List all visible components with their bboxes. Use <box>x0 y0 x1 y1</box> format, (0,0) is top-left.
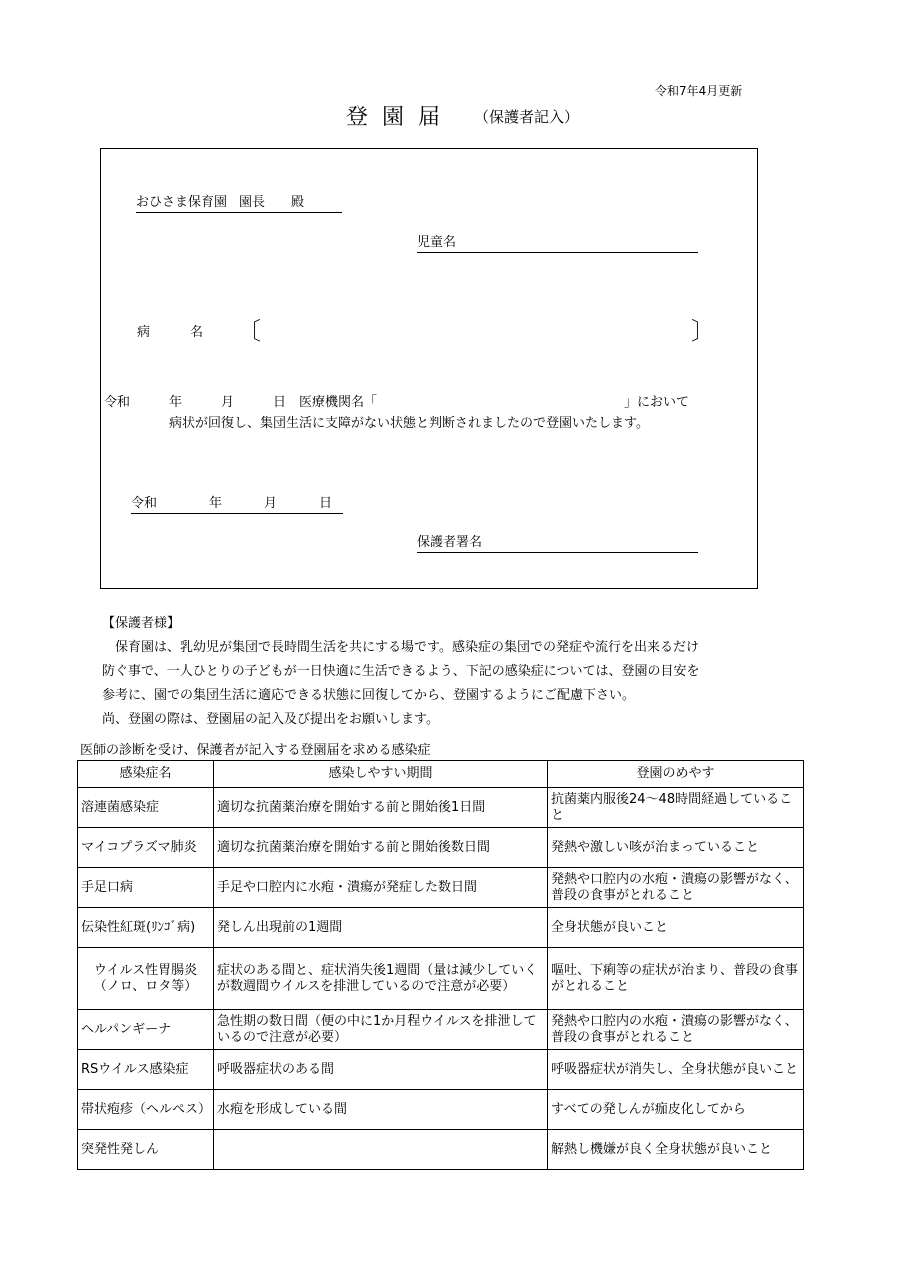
notice-line: 保育園は、乳幼児が集団で長時間生活を共にする場です。感染症の集団での発症や流行を出来るだけ <box>102 640 699 655</box>
addressee <box>136 191 342 213</box>
table-row <box>78 1130 804 1170</box>
return-guideline: 嘔吐、下痢等の症状が治まり、普段の食事がとれること <box>548 948 804 1010</box>
guardian-notice <box>102 612 802 732</box>
return-guideline: 全身状態が良いこと <box>548 908 804 948</box>
notice-line: 尚、登園の際は、登園届の記入及び提出をお願いします。 <box>102 712 439 727</box>
return-guideline: 発熱や口腔内の水疱・潰瘍の影響がなく、普段の食事がとれること <box>548 1010 804 1050</box>
child-name-field[interactable] <box>417 231 698 253</box>
disease-name: 帯状疱疹（ヘルペス） <box>78 1090 214 1130</box>
notice-line: 参考に、園での集団生活に適応できる状態に回復してから、登園するようにご配慮下さい。 <box>102 688 636 703</box>
infectious-disease-table <box>77 760 804 1170</box>
return-guideline: 抗菌薬内服後24～48時間経過していること <box>548 788 804 828</box>
disease-bracket-open: 〔 <box>237 317 261 345</box>
table-row <box>78 948 804 1010</box>
column-header: 感染しやすい期間 <box>214 761 548 788</box>
disease-name: ヘルパンギーナ <box>78 1010 214 1050</box>
table-row <box>78 788 804 828</box>
infection-period: 適切な抗菌薬治療を開始する前と開始後数日間 <box>214 828 548 868</box>
table-row <box>78 1090 804 1130</box>
infection-period <box>214 1130 548 1170</box>
return-guideline: 発熱や激しい咳が治まっていること <box>548 828 804 868</box>
infection-period: 急性期の数日間（便の中に1か月程ウイルスを排泄しているので注意が必要） <box>214 1010 548 1050</box>
table-header-row <box>78 761 804 788</box>
submission-date-field[interactable]: 令和 年 月 日 <box>131 492 343 514</box>
guardian-signature-field[interactable] <box>417 531 698 553</box>
infection-period: 発しん出現前の1週間 <box>214 908 548 948</box>
return-guideline: すべての発しんが痂皮化してから <box>548 1090 804 1130</box>
infection-period: 呼吸器症状のある間 <box>214 1050 548 1090</box>
page-subtitle: （保護者記入） <box>474 108 580 126</box>
return-guideline: 解熱し機嫌が良く全身状態が良いこと <box>548 1130 804 1170</box>
disease-bracket-close: 〕 <box>691 317 715 345</box>
disease-name: 手足口病 <box>78 868 214 908</box>
disease-name: ウイルス性胃腸炎（ノロ、ロタ等） <box>78 948 214 1010</box>
return-guideline: 呼吸器症状が消失し、全身状態が良いこと <box>548 1050 804 1090</box>
notice-heading: 【保護者様】 <box>102 616 181 631</box>
update-note: 令和7年4月更新 <box>655 84 743 98</box>
infection-period: 水疱を形成している間 <box>214 1090 548 1130</box>
diagnosis-date-line: 令和 年 月 日 医療機関名「 」において <box>104 395 690 410</box>
infection-period: 症状のある間と、症状消失後1週間（量は減少していくが数週間ウイルスを排泄しているので注意が必要） <box>214 948 548 1010</box>
table-row <box>78 828 804 868</box>
addressee-principal: 園長 <box>239 195 266 210</box>
infection-period: 手足や口腔内に水疱・潰瘍が発症した数日間 <box>214 868 548 908</box>
disease-name: 突発性発しん <box>78 1130 214 1170</box>
addressee-school: おひさま保育園 <box>136 195 228 210</box>
return-guideline: 発熱や口腔内の水疱・潰瘍の影響がなく、普段の食事がとれること <box>548 868 804 908</box>
registration-form <box>100 148 758 589</box>
table-row <box>78 868 804 908</box>
page-title: 登園届 <box>346 105 455 130</box>
notice-line: 防ぐ事で、一人ひとりの子どもが一日快適に生活できるよう、下記の感染症については、登園の目安を <box>102 664 700 679</box>
table-row <box>78 908 804 948</box>
disease-name: 伝染性紅斑(ﾘﾝｺﾞ病) <box>78 908 214 948</box>
child-name-label: 児童名 <box>417 235 457 250</box>
infection-period: 適切な抗菌薬治療を開始する前と開始後1日間 <box>214 788 548 828</box>
recovery-statement: 病状が回復し、集団生活に支障がない状態と判断されましたので登園いたします。 <box>169 416 649 431</box>
disease-name: 溶連菌感染症 <box>78 788 214 828</box>
table-row <box>78 1050 804 1090</box>
signature-label: 保護者署名 <box>417 535 483 550</box>
addressee-honorific: 殿 <box>291 195 305 210</box>
disease-name: RSウイルス感染症 <box>78 1050 214 1090</box>
table-caption: 医師の診断を受け、保護者が記入する登園届を求める感染症 <box>80 743 431 758</box>
disease-name: マイコプラズマ肺炎 <box>78 828 214 868</box>
table-row <box>78 1010 804 1050</box>
disease-name-label: 病 名 <box>137 325 204 340</box>
column-header: 感染症名 <box>78 761 214 788</box>
column-header: 登園のめやす <box>548 761 804 788</box>
